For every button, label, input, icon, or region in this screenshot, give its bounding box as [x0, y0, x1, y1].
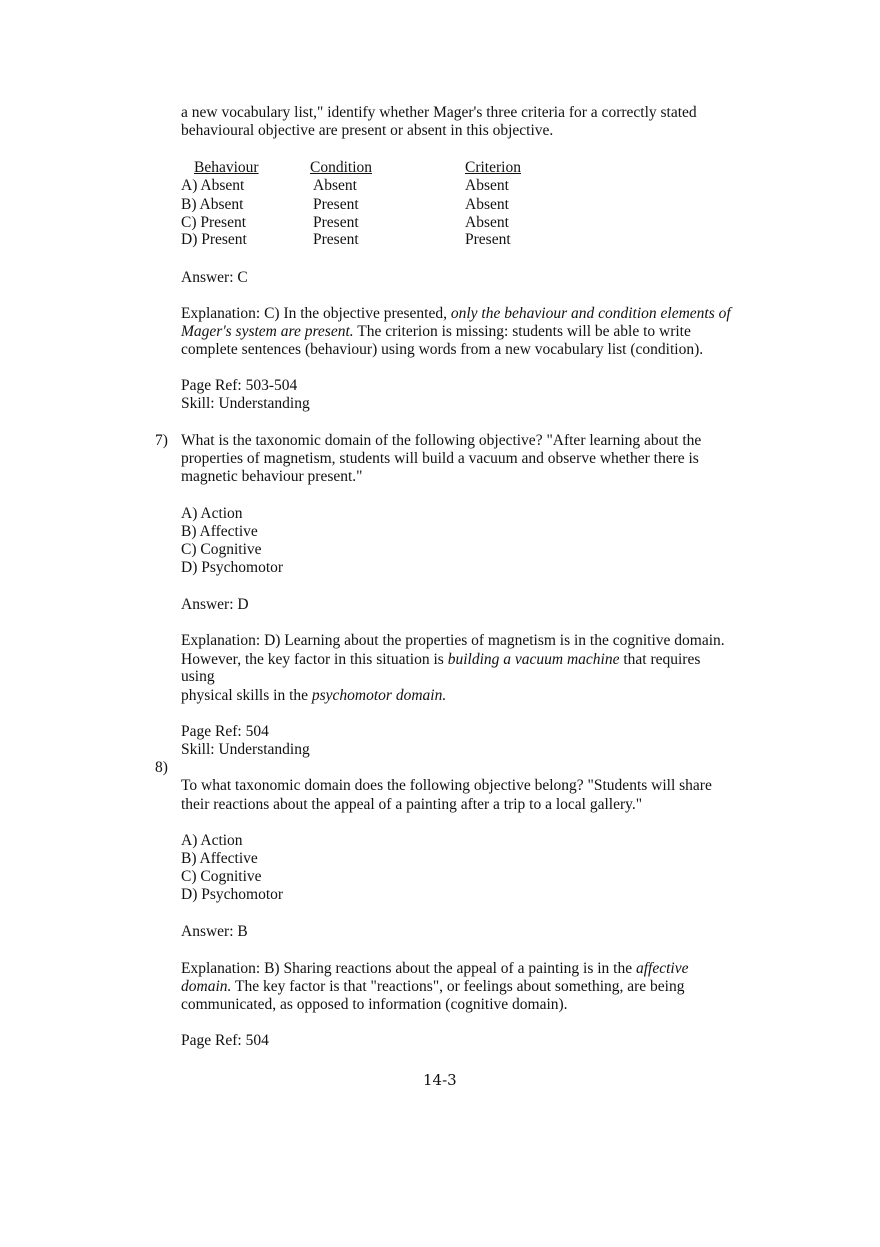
- table-row-d-criterion: Present: [465, 231, 511, 248]
- q7-number: 7): [155, 432, 168, 449]
- table-row-c-condition: Present: [313, 214, 359, 231]
- q7-stem-line-1: What is the taxonomic domain of the following objective? "After learning about the: [181, 432, 702, 449]
- q8-answer: Answer: B: [181, 923, 248, 940]
- table-row-a-condition: Absent: [313, 177, 357, 194]
- q6-answer: Answer: C: [181, 269, 248, 286]
- q8-explanation-line-2: domain. The key factor is that "reactions", or feelings about something, are being: [181, 978, 685, 995]
- q7-option-a: A) Action: [181, 505, 243, 522]
- q7-explanation-line-2: However, the key factor in this situation is building a vacuum machine that requires: [181, 651, 701, 668]
- q8-number: 8): [155, 759, 168, 776]
- q8-option-b: B) Affective: [181, 850, 258, 867]
- q7-option-b: B) Affective: [181, 523, 258, 540]
- table-row-b-condition: Present: [313, 196, 359, 213]
- q8-explanation-line-1: Explanation: B) Sharing reactions about the appeal of a painting is in the affective: [181, 960, 689, 977]
- table-row-d-behaviour: D) Present: [181, 231, 247, 248]
- q7-stem-line-3: magnetic behaviour present.": [181, 468, 363, 485]
- q7-option-c: C) Cognitive: [181, 541, 262, 558]
- table-header-condition: Condition: [310, 159, 373, 176]
- q8-page-ref: Page Ref: 504: [181, 1032, 269, 1049]
- table-header-criterion: Criterion: [465, 159, 521, 176]
- q8-explanation-line-3: communicated, as opposed to information (cognitive domain).: [181, 996, 568, 1013]
- q7-skill: Skill: Understanding: [181, 741, 310, 758]
- table-row-a-criterion: Absent: [465, 177, 509, 194]
- table-row-b-behaviour: B) Absent: [181, 196, 244, 213]
- q6-explanation-line-2: Mager's system are present. The criterion is missing: students will be able to write: [181, 323, 691, 340]
- q7-option-d: D) Psychomotor: [181, 559, 284, 576]
- q6-stem-line-1: a new vocabulary list," identify whether Mager's three criteria for a correctly stated: [181, 104, 697, 121]
- q7-explanation-line-3: using: [181, 668, 215, 685]
- table-row-d-condition: Present: [313, 231, 359, 248]
- q8-stem-line-2: their reactions about the appeal of a painting after a trip to a local gallery.": [181, 796, 643, 813]
- q6-explanation-line-3: complete sentences (behaviour) using words from a new vocabulary list (condition).: [181, 341, 704, 358]
- table-header-behaviour: Behaviour: [194, 159, 259, 176]
- q7-explanation-line-1: Explanation: D) Learning about the properties of magnetism is in the cognitive domain.: [181, 632, 725, 649]
- q8-option-a: A) Action: [181, 832, 243, 849]
- table-row-b-criterion: Absent: [465, 196, 509, 213]
- q7-stem-line-2: properties of magnetism, students will build a vacuum and observe whether there is: [181, 450, 699, 467]
- q6-stem-line-2: behavioural objective are present or absent in this objective.: [181, 122, 554, 139]
- q8-option-c: C) Cognitive: [181, 868, 262, 885]
- q8-stem-line-1: To what taxonomic domain does the following objective belong? "Students will share: [181, 777, 712, 794]
- q6-skill: Skill: Understanding: [181, 395, 310, 412]
- q7-explanation-line-4: physical skills in the psychomotor domain.: [181, 687, 447, 704]
- q8-option-d: D) Psychomotor: [181, 886, 284, 903]
- page-number: 14-3: [423, 1071, 457, 1089]
- table-row-c-behaviour: C) Present: [181, 214, 247, 231]
- q6-page-ref: Page Ref: 503-504: [181, 377, 298, 394]
- q6-explanation-line-1: Explanation: C) In the objective presented, only the behaviour and condition elements of: [181, 305, 731, 322]
- table-row-c-criterion: Absent: [465, 214, 509, 231]
- q7-page-ref: Page Ref: 504: [181, 723, 269, 740]
- table-row-a-behaviour: A) Absent: [181, 177, 245, 194]
- q7-answer: Answer: D: [181, 596, 249, 613]
